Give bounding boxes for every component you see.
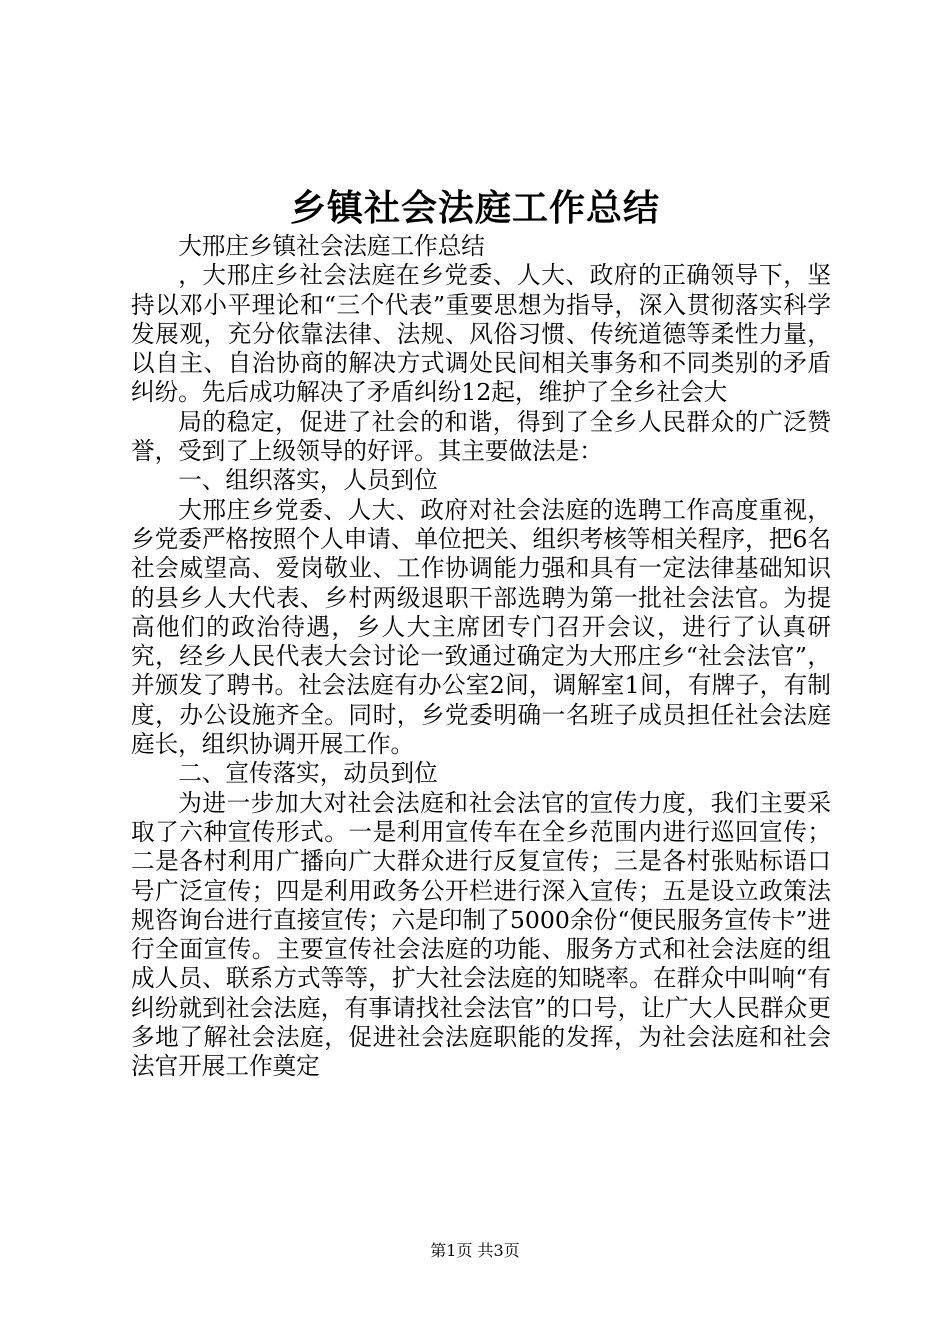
section-2-paragraph: 为进一步加大对社会法庭和社会法官的宣传力度，我们主要采取了六种宣传形式。一是利用宣传车在全乡范围内进行巡回宣传；二是各村利用广播向广大群众进行反复宣传；三是各村张贴标语口号广泛宣传；四是利用政务公开栏进行深入宣传；五是设立政策法规咨询台进行直接宣传；六是印制了5000余份“便民服务宣传卡”进行全面宣传。主要宣传社会法庭的功能、服务方式和社会法庭的组成人员、联系方式等等，扩大社会法庭的知晓率。在群众中叫响“有纠纷就到社会法庭，有事请找社会法官”的口号，让广大人民群众更多地了解社会法庭，促进社会法庭职能的发挥，为社会法庭和社会法官开展工作奠定: [131, 788, 831, 1081]
section-heading-1: 一、组织落实，人员到位: [178, 466, 438, 495]
subtitle-paragraph: 大邢庄乡镇社会法庭工作总结: [178, 232, 485, 260]
intro-continuation-paragraph: 局的稳定，促进了社会的和谐，得到了全乡人民群众的广泛赞誉，受到了上级领导的好评。其主要做法是：: [131, 407, 831, 466]
document-title: 乡镇社会法庭工作总结: [289, 187, 660, 229]
section-heading-2: 二、宣传落实，动员到位: [178, 759, 438, 788]
section-1-paragraph: 大邢庄乡党委、人大、政府对社会法庭的选聘工作高度重视，乡党委严格按照个人申请、单位把关、组织考核等相关程序，把6名社会威望高、爱岗敬业、工作协调能力强和具有一定法律基础知识的县乡人大代表、乡村两级退职干部选聘为第一批社会法官。为提高他们的政治待遇，乡人大主席团专门召开会议，进行了认真研究，经乡人民代表大会讨论一致通过确定为大邢庄乡“社会法官”，并颁发了聘书。社会法庭有办公室2间，调解室1间，有牌子，有制度，办公设施齐全。同时，乡党委明确一名班子成员担任社会法庭庭长，组织协调开展工作。: [131, 495, 831, 759]
page-footer: 第1页 共3页: [430, 1241, 520, 1260]
document-body: [131, 232, 831, 1082]
intro-paragraph: ，大邢庄乡社会法庭在乡党委、人大、政府的正确领导下，坚持以邓小平理论和“三个代表”重要思想为指导，深入贯彻落实科学发展观，充分依靠法律、法规、风俗习惯、传统道德等柔性力量，以自主、自治协商的解决方式调处民间相关事务和不同类别的矛盾纠纷。先后成功解决了矛盾纠纷12起，维护了全乡社会大: [131, 261, 831, 407]
